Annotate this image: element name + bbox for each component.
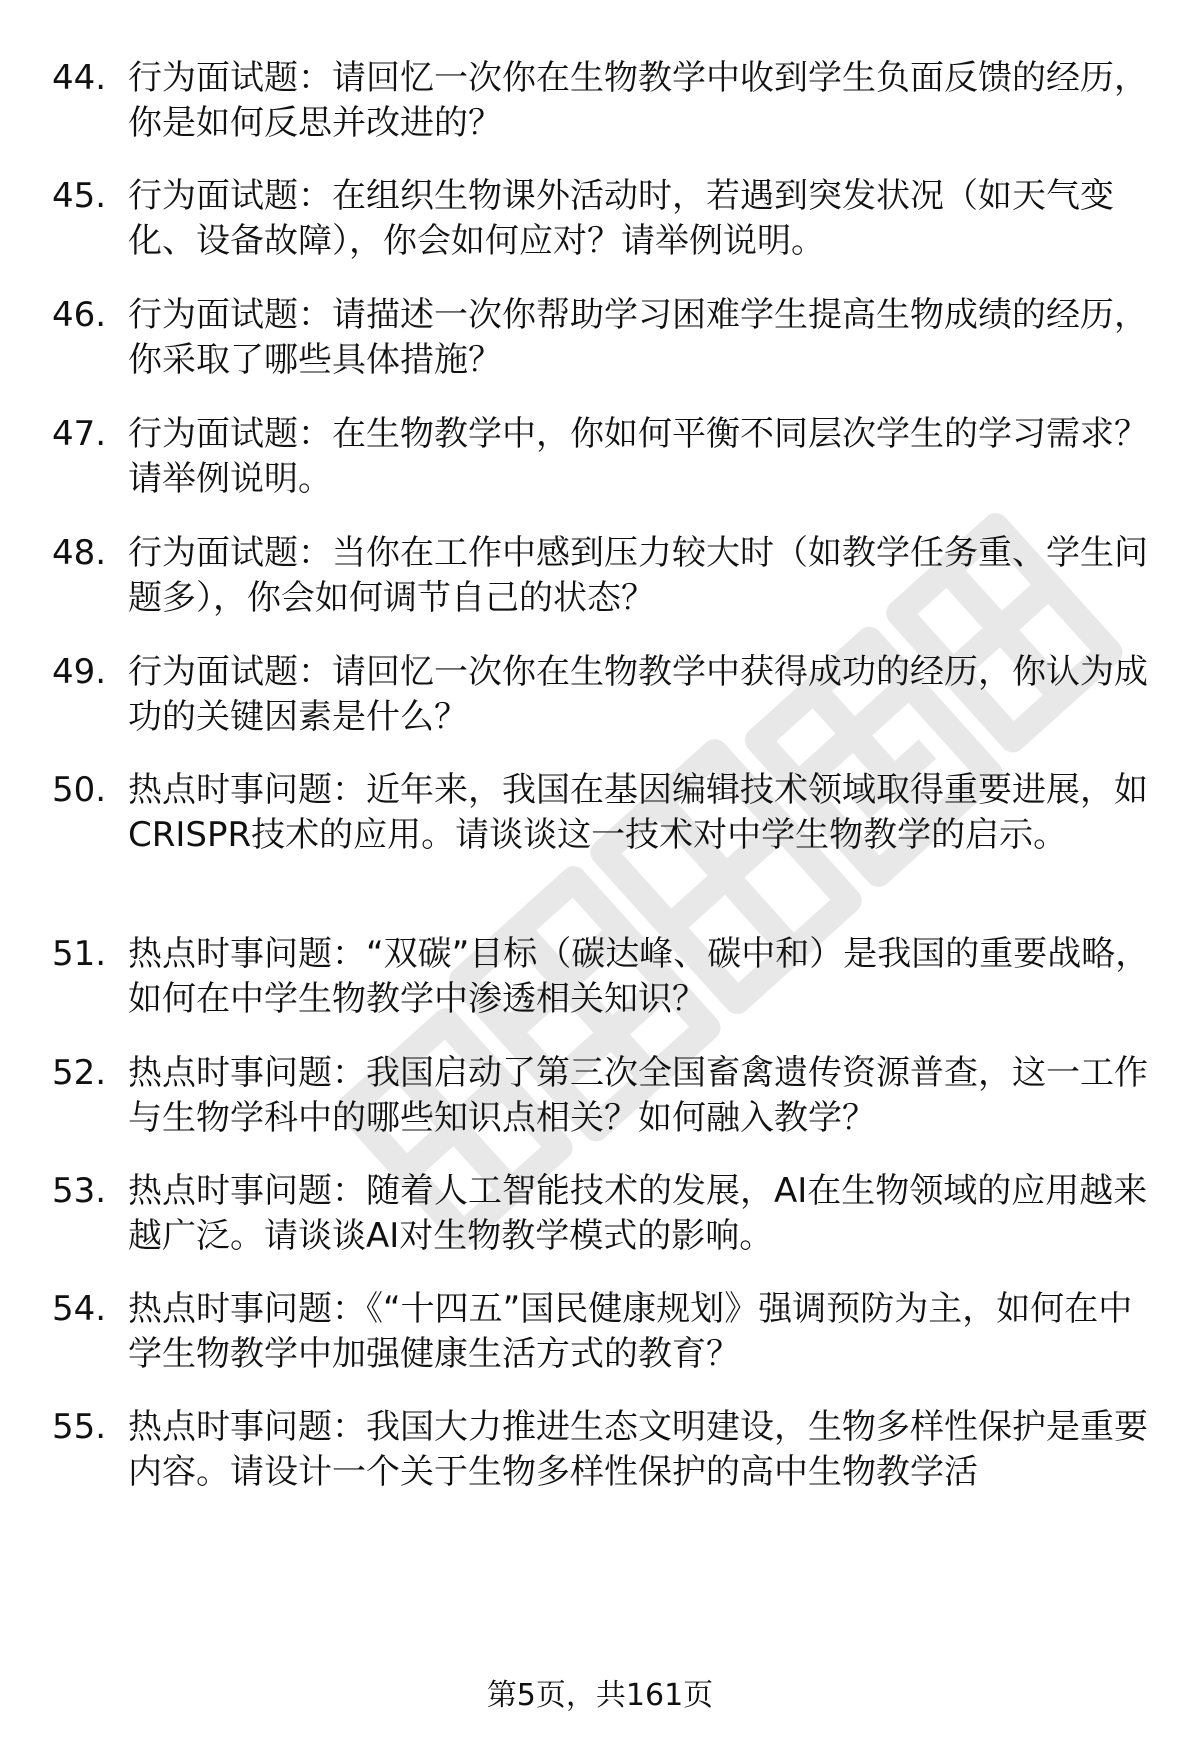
- question-text: 行为面试题：在组织生物课外活动时，若遇到突发状况（如天气变化、设备故障），你会如何应对？请举例说明。: [128, 176, 1114, 261]
- question-number: 46.: [52, 295, 107, 335]
- question-item: [52, 293, 1162, 383]
- question-number: 55.: [52, 1407, 107, 1447]
- question-number: 47.: [52, 414, 107, 454]
- question-number: 53.: [52, 1171, 107, 1211]
- question-number: 48.: [52, 533, 107, 573]
- question-item: [52, 768, 1162, 858]
- question-text: 热点时事问题：“双碳”目标（碳达峰、碳中和）是我国的重要战略，如何在中学生物教学中渗透相关知识？: [128, 934, 1150, 1019]
- question-number: 54.: [52, 1289, 107, 1329]
- question-text: 行为面试题：在生物教学中，你如何平衡不同层次学生的学习需求？请举例说明。: [128, 414, 1148, 499]
- question-item: [52, 1287, 1162, 1377]
- question-number: 51.: [52, 934, 107, 974]
- question-item: [52, 56, 1162, 146]
- question-text: 热点时事问题：随着人工智能技术的发展，AI在生物领域的应用越来越广泛。请谈谈AI对生物教学模式的影响。: [128, 1171, 1148, 1256]
- question-text: 行为面试题：请回忆一次你在生物教学中收到学生负面反馈的经历，你是如何反思并改进的？: [128, 58, 1148, 143]
- page-number-label: 第5页，共161页: [486, 1678, 714, 1713]
- question-item: [52, 1051, 1162, 1141]
- question-text: 行为面试题：请回忆一次你在生物教学中获得成功的经历，你认为成功的关键因素是什么？: [128, 652, 1148, 737]
- question-text: 热点时事问题：我国启动了第三次全国畜禽遗传资源普查，这一工作与生物学科中的哪些知识点相关？如何融入教学？: [128, 1053, 1148, 1138]
- question-item: [52, 650, 1162, 740]
- question-text: 热点时事问题：《“十四五”国民健康规划》强调预防为主，如何在中学生物教学中加强健康生活方式的教育？: [128, 1289, 1133, 1374]
- question-item: [52, 1405, 1162, 1495]
- question-text: 热点时事问题：近年来，我国在基因编辑技术领域取得重要进展，如CRISPR技术的应用。请谈谈这一技术对中学生物教学的启示。: [128, 770, 1148, 855]
- question-text: 热点时事问题：我国大力推进生态文明建设，生物多样性保护是重要内容。请设计一个关于生物多样性保护的高中生物教学活: [128, 1407, 1148, 1492]
- question-text: 行为面试题：当你在工作中感到压力较大时（如教学任务重、学生问题多），你会如何调节自己的状态？: [128, 533, 1148, 618]
- question-item: [52, 174, 1162, 264]
- question-number: 50.: [52, 770, 107, 810]
- page-footer: [0, 1676, 1200, 1716]
- question-number: 52.: [52, 1053, 107, 1093]
- question-item: [52, 412, 1162, 502]
- question-number: 45.: [52, 176, 107, 216]
- question-item: [52, 1169, 1162, 1259]
- question-number: 44.: [52, 58, 107, 98]
- question-item: [52, 932, 1162, 1022]
- question-item: [52, 531, 1162, 621]
- question-number: 49.: [52, 652, 107, 692]
- question-text: 行为面试题：请描述一次你帮助学习困难学生提高生物成绩的经历，你采取了哪些具体措施？: [128, 295, 1148, 380]
